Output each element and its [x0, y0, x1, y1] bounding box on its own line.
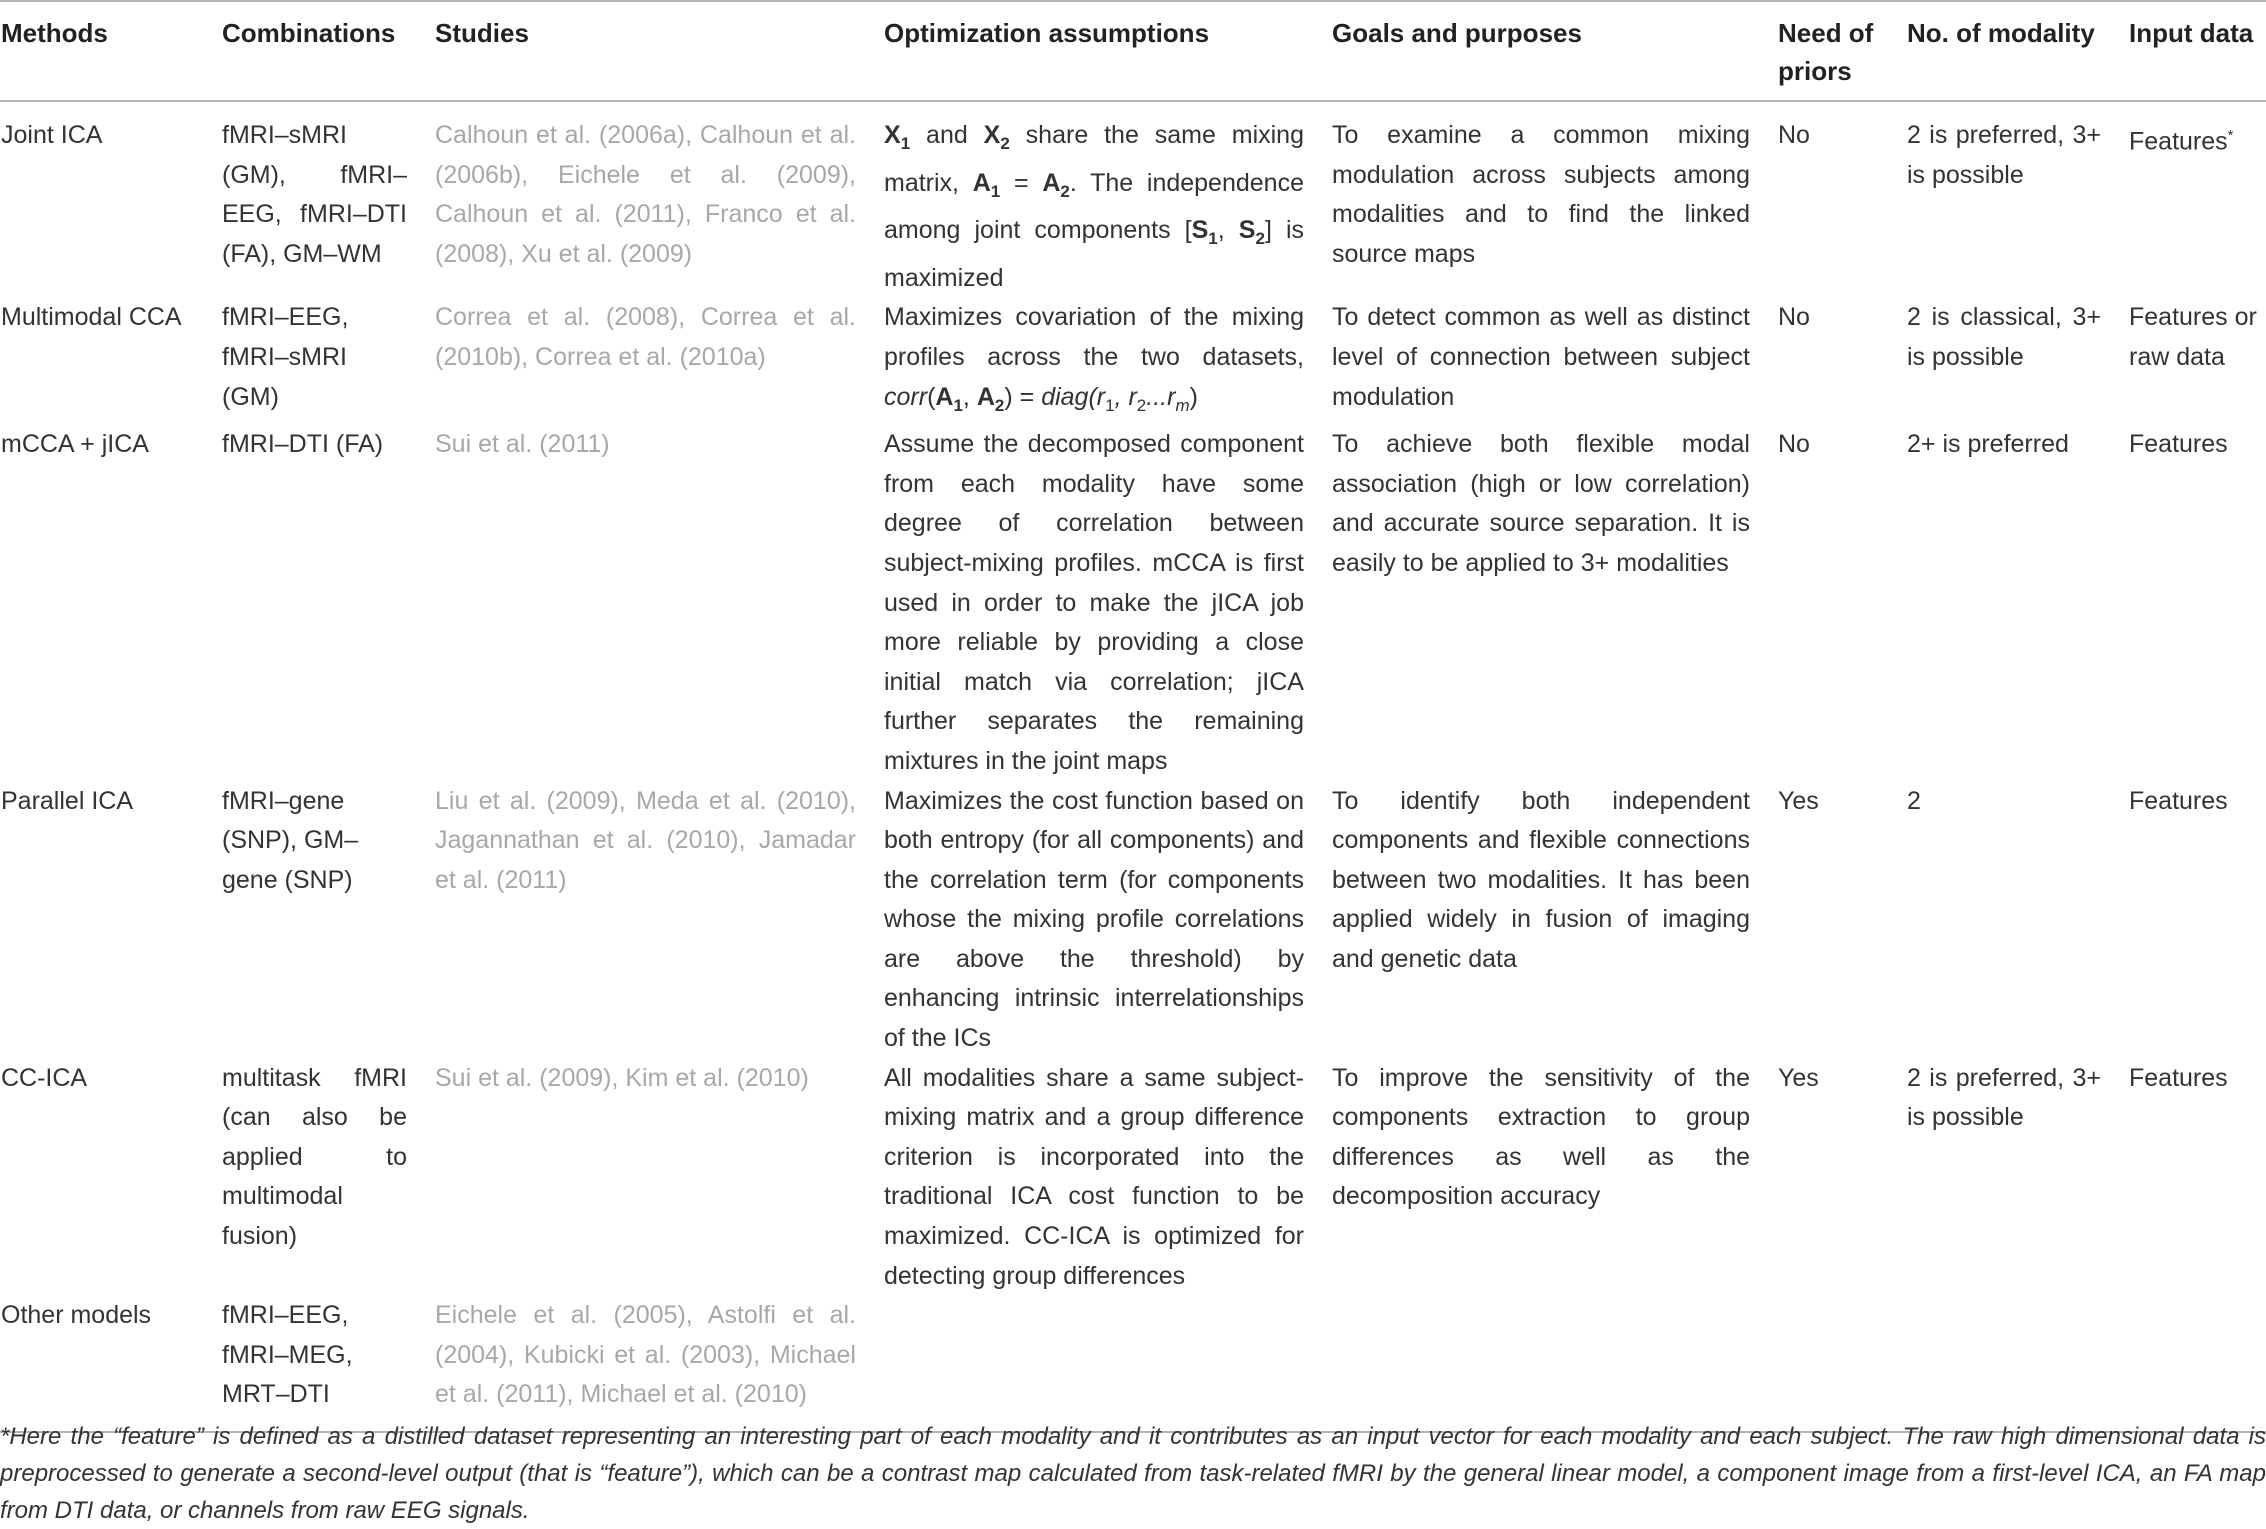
cell-optimization — [884, 298, 1332, 425]
opt-text: ] is maximized — [884, 216, 1304, 292]
math-sub: 1 — [900, 134, 911, 153]
math-a: A — [972, 168, 991, 197]
cell-modality: 2+ is preferred — [1907, 430, 2069, 459]
cell-method: CC-ICA — [1, 1063, 88, 1092]
cell-modality: 2 is preferred, 3+ is possible — [1907, 1063, 2101, 1132]
cell-goals: To identify both independent components and flexible connections between two modalities. It has been applied widely in fusion of imaging and genetic data — [1332, 786, 1750, 973]
header-combinations: Combinations — [221, 1, 435, 101]
math-a: A — [976, 382, 995, 411]
cell-priors: Yes — [1778, 786, 1819, 815]
table-row — [0, 298, 2266, 425]
cell-input: Features — [2129, 430, 2228, 459]
math-sub: 2 — [1060, 181, 1070, 201]
math-sub: 1 — [1208, 229, 1218, 249]
math-sub: 1 — [1105, 395, 1115, 415]
cell-studies: Liu et al. (2009), Meda et al. (2010), Jagannathan et al. (2010), Jamadar et al. (2011) — [435, 786, 856, 894]
cell-method: Other models — [0, 1296, 221, 1432]
math-x: X — [884, 121, 901, 149]
cell-goals: To examine a common mixing modulation across subjects among modalities and to find the linked source maps — [1332, 121, 1750, 268]
math-s: S — [1191, 216, 1209, 245]
header-studies: Studies — [435, 1, 884, 101]
math-args: ...r — [1146, 382, 1176, 411]
math-paren: ) — [1189, 382, 1198, 411]
cell-modality — [1907, 1296, 2129, 1432]
cell-input: Features — [2129, 1063, 2228, 1092]
math-paren: ) = — [1004, 382, 1042, 411]
cell-optimization — [884, 1296, 1332, 1432]
cell-optimization: All modalities share a same subject-mixing matrix and a group difference criterion is incorporated into the traditional ICA cost function to be maximized. CC-ICA is optimized for detecting group differences — [884, 1063, 1304, 1290]
math-a: A — [1042, 168, 1061, 197]
cell-input — [2129, 1296, 2266, 1432]
math-sub: m — [1175, 395, 1190, 415]
cell-studies: Sui et al. (2011) — [435, 430, 610, 459]
math-a: A — [935, 382, 954, 411]
cell-combinations: fMRI–EEG, fMRI–sMRI (GM) — [222, 303, 349, 411]
header-priors: Need of priors — [1778, 1, 1907, 101]
math-diag: diag — [1041, 382, 1089, 411]
math-sub: 1 — [990, 181, 1001, 201]
cell-goals: To improve the sensitivity of the components extraction to group differences as well as the decomposition accuracy — [1332, 1063, 1750, 1211]
cell-modality: 2 — [1907, 786, 1921, 815]
math-sub: 1 — [953, 395, 963, 415]
table-row — [0, 782, 2266, 1059]
math-args: , r — [1114, 382, 1137, 411]
table-row — [0, 1296, 2266, 1432]
cell-goals — [1332, 1296, 1778, 1432]
opt-text: share the same mixing matrix, — [884, 121, 1304, 197]
input-text: Features — [2129, 127, 2228, 156]
cell-optimization: Maximizes the cost function based on both entropy (for all components) and the correlation term (for components whose the mixing profile correlations are above the threshold) by enhancing intrinsic interrelationships of the ICs — [884, 786, 1304, 1053]
table-row — [0, 1059, 2266, 1297]
cell-combinations: fMRI–sMRI (GM), fMRI–EEG, fMRI–DTI (FA), GM–WM — [222, 121, 407, 268]
cell-studies: Eichele et al. (2005), Astolfi et al. (2004), Kubicki et al. (2003), Michael et al. (2011), Michael et al. (2010) — [435, 1296, 884, 1432]
cell-input: Features — [2129, 786, 2228, 815]
cell-input: Features or raw data — [2129, 303, 2257, 371]
math-args: (r — [1088, 382, 1106, 411]
math-s: S — [1238, 216, 1256, 245]
header-optimization: Optimization assumptions — [884, 1, 1332, 101]
cell-goals: To detect common as well as distinct level of connection between subject modulation — [1332, 303, 1750, 411]
cell-combinations: fMRI–gene (SNP), GM–gene (SNP) — [222, 786, 359, 894]
math-sub: 2 — [1255, 229, 1265, 249]
cell-input — [2129, 101, 2266, 298]
math-sub: 2 — [1000, 134, 1010, 153]
cell-combinations: fMRI–DTI (FA) — [222, 430, 384, 459]
math-paren: ( — [927, 382, 936, 411]
cell-method: Parallel ICA — [1, 786, 133, 815]
footnote-marker: * — [2227, 127, 2234, 144]
cell-combinations: multitask fMRI (can also be applied to multimodal fusion) — [222, 1063, 407, 1251]
math-sub: 2 — [994, 395, 1005, 415]
opt-text: Maximizes covariation of the mixing profiles across the two datasets, — [884, 303, 1304, 371]
cell-method: mCCA + jICA — [1, 430, 149, 459]
cell-priors: No — [1778, 430, 1810, 459]
cell-studies: Sui et al. (2009), Kim et al. (2010) — [435, 1063, 809, 1092]
header-modality: No. of modality — [1907, 1, 2129, 101]
cell-priors — [1778, 1296, 1907, 1432]
cell-studies: Correa et al. (2008), Correa et al. (2010b), Correa et al. (2010a) — [435, 303, 856, 371]
math-sub: 2 — [1136, 395, 1147, 415]
table-row — [0, 425, 2266, 781]
cell-priors: No — [1778, 303, 1810, 332]
opt-text: and — [910, 121, 984, 149]
cell-priors: No — [1778, 121, 1810, 149]
table-row — [0, 101, 2266, 298]
math-corr: corr — [884, 382, 928, 411]
opt-text: . The independence among joint components [ — [884, 168, 1304, 245]
table-footnote: *Here the “feature” is defined as a distilled dataset representing an interesting part of each modality and it contributes as an input vector for each modality and each subject. The raw high dimensional data is preprocessed to generate a second-level output (that is “feature”), which can be a contrast map calculated from task-related fMRI by the general linear model, a component image from a first-level ICA, an FA map from DTI data, or channels from raw EEG signals. — [0, 1423, 2266, 1524]
cell-modality: 2 is classical, 3+ is possible — [1907, 303, 2101, 371]
math-x: X — [983, 121, 1001, 149]
cell-modality: 2 is preferred, 3+ is possible — [1907, 121, 2101, 189]
cell-priors: Yes — [1778, 1063, 1819, 1092]
table-header — [0, 1, 2266, 101]
cell-method: Joint ICA — [1, 121, 103, 149]
header-input: Input data — [2129, 1, 2266, 101]
cell-combinations: fMRI–EEG, fMRI–MEG, MRT–DTI — [221, 1296, 435, 1432]
table-body — [0, 101, 2266, 1432]
cell-optimization — [884, 101, 1332, 298]
header-goals: Goals and purposes — [1332, 1, 1778, 101]
cell-optimization: Assume the decomposed component from each modality have some degree of correlation between subject-mixing profiles. mCCA is first used in order to make the jICA job more reliable by providing a close initial match via correlation; jICA further separates the remaining mixtures in the joint maps — [884, 430, 1304, 775]
cell-method: Multimodal CCA — [1, 303, 182, 332]
math-comma: , — [962, 382, 977, 411]
math-comma: , — [1217, 216, 1239, 245]
header-row — [0, 1, 2266, 101]
header-methods: Methods — [0, 1, 221, 101]
math-eq: = — [1000, 168, 1043, 197]
cell-goals: To achieve both flexible modal association (high or low correlation) and accurate source separation. It is easily to be applied to 3+ modalities — [1332, 430, 1750, 577]
cell-studies: Calhoun et al. (2006a), Calhoun et al. (2006b), Eichele et al. (2009), Calhoun et al. (2011), Franco et al. (2008), Xu et al. (2009) — [435, 121, 856, 268]
